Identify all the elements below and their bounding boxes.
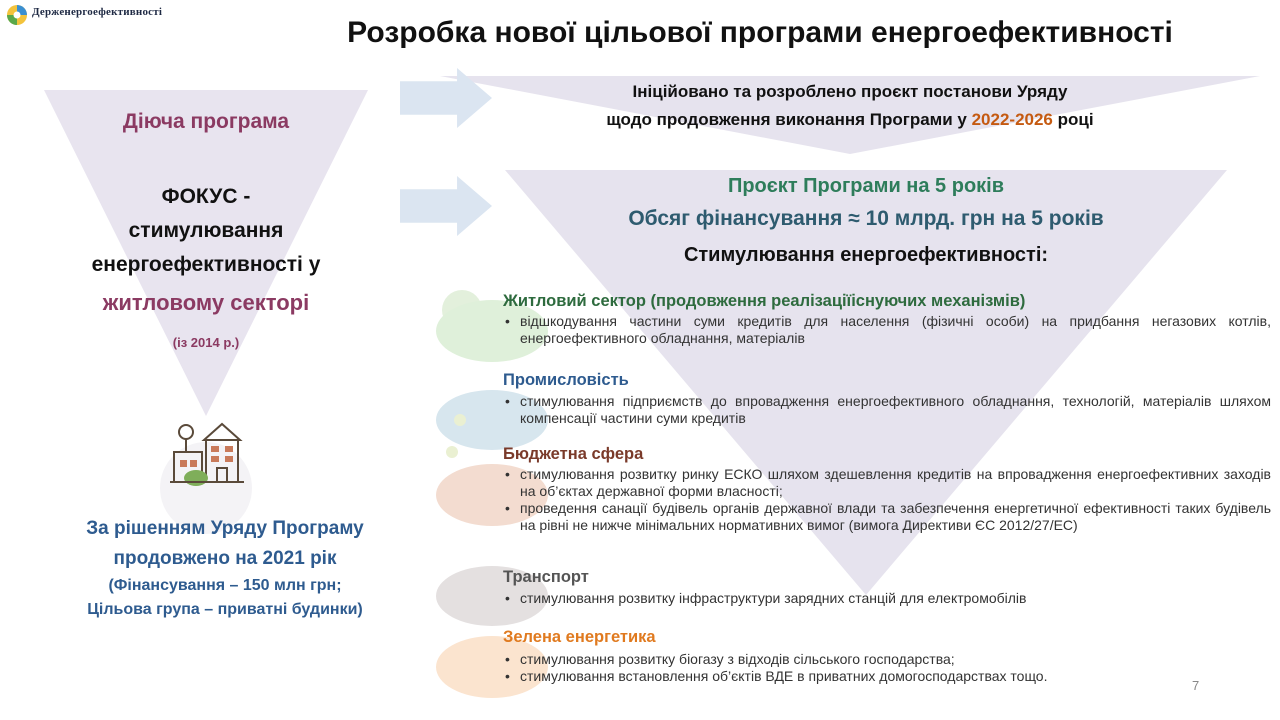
- decision-details: [40, 574, 410, 622]
- decision-line: продовжено на 2021 рік: [113, 548, 337, 569]
- focus-line: енергоефективності у: [91, 253, 321, 276]
- focus-since: (із 2014 р.): [172, 335, 240, 350]
- section-heading-transport: Транспорт: [503, 568, 589, 586]
- arrow-right-icon: [400, 176, 492, 236]
- section-heading-budget: Бюджетна сфера: [503, 445, 644, 463]
- list-item: • стимулювання розвитку ринку ЕСКО шляхом здешевлення кредитів на впровадження енергоефективних заходів на об’єктах державної форми власності;: [520, 466, 1271, 500]
- top-line: Ініційовано та розроблено проєкт постанови Уряду: [632, 82, 1068, 101]
- project-funding: Обсяг фінансування ≈ 10 млрд. грн на 5 років: [628, 207, 1104, 230]
- decision-line: Цільова група – приватні будинки): [87, 601, 363, 618]
- decorative-circle: [454, 414, 466, 426]
- section-body-budget: [503, 466, 1271, 534]
- list-item: • стимулювання розвитку біогазу з відходів сільського господарства;: [520, 651, 1203, 668]
- section-body-transport: [503, 590, 1271, 607]
- list-item: • стимулювання підприємств до впровадження енергоефективного обладнання, технологій, матеріалів шляхом компенсації частини суми кредитів: [520, 393, 1271, 427]
- list-item: • стимулювання розвитку інфраструктури зарядних станцій для електромобілів: [520, 590, 1271, 607]
- decision-line: За рішенням Уряду Програму: [86, 518, 364, 539]
- focus-line: стимулювання: [128, 219, 284, 242]
- project-duration: Проєкт Програми на 5 років: [727, 175, 1005, 197]
- years-highlight: 2022-2026: [971, 110, 1053, 129]
- list-item: • відшкодування частини суми кредитів для населення (фізичні особи) на придбання негазових котлів, енергоефективного обладнання, матеріалів: [520, 313, 1271, 347]
- top-line-suffix: році: [1052, 110, 1094, 129]
- list-item: • проведення санації будівель органів державної влади та забезпечення енергетичної ефективності таких будівель на рівні не нижче мінімальних нормативних вимог (вимога Директиви ЄС 2012/27/ЕС): [520, 500, 1271, 534]
- page-number: 7: [1192, 678, 1200, 693]
- focus-text: [54, 180, 358, 282]
- page-title: Розробка нової цільової програми енергоефективності: [347, 16, 1173, 49]
- section-body-green-energy: [503, 651, 1203, 685]
- top-line-prefix: щодо продовження виконання Програми у: [606, 110, 972, 129]
- decision-text: [40, 514, 410, 574]
- decision-line: (Фінансування – 150 млн грн;: [108, 577, 342, 594]
- list-item: • стимулювання встановлення об’єктів ВДЕ в приватних домогосподарствах тощо.: [520, 668, 1203, 685]
- section-heading-industry: Промисловість: [503, 371, 629, 389]
- section-body-industry: [503, 393, 1271, 427]
- stimulation-heading: Стимулювання енергоефективності:: [683, 244, 1049, 266]
- section-body-residential: [503, 313, 1271, 347]
- section-heading-green-energy: Зелена енергетика: [503, 628, 656, 646]
- houses-icon: [166, 418, 246, 490]
- current-program-label: Діюча програма: [122, 110, 290, 133]
- org-name: Держенергоефективності: [32, 6, 163, 18]
- logo-icon: [6, 4, 28, 26]
- top-line: [470, 106, 1230, 134]
- focus-sector: житловому секторі: [102, 290, 310, 315]
- focus-line: ФОКУС -: [161, 185, 251, 208]
- section-heading-residential: Житловий сектор (продовження реалізаціїіснуючих механізмів): [503, 292, 1026, 310]
- top-block: [470, 78, 1230, 134]
- decorative-circle: [446, 446, 458, 458]
